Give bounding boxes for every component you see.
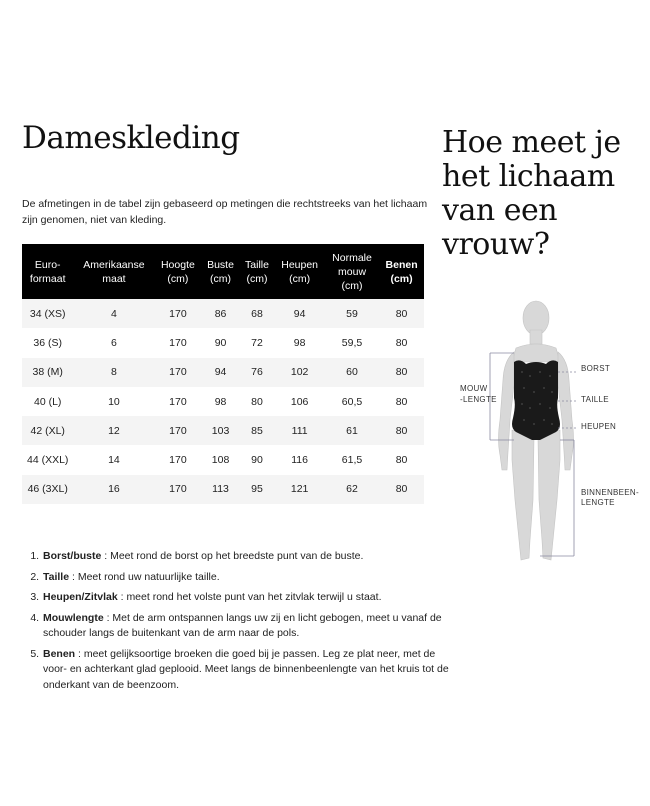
table-cell: 44 (XXL) [22,445,73,474]
table-cell: 103 [201,416,239,445]
table-cell: 80 [379,358,424,387]
page-title: Dameskleding [22,120,240,156]
table-cell: 60,5 [325,387,379,416]
table-cell: 95 [240,475,275,504]
table-cell: 72 [240,328,275,357]
table-cell: 12 [73,416,154,445]
table-cell: 121 [274,475,325,504]
table-cell: 90 [240,445,275,474]
table-cell: 59 [325,299,379,328]
table-cell: 10 [73,387,154,416]
header-line: (cm) [246,272,268,285]
table-cell: 106 [274,387,325,416]
table-cell: 170 [154,475,201,504]
header-line: Euro- [34,258,61,271]
table-cell: 108 [201,445,239,474]
table-cell: 90 [201,328,239,357]
header-line: Buste [207,258,234,271]
table-cell: 68 [240,299,275,328]
table-cell: 80 [240,387,275,416]
table-cell: 170 [154,445,201,474]
table-cell: 42 (XL) [22,416,73,445]
table-cell: 6 [73,328,154,357]
table-cell: 34 (XS) [22,299,73,328]
header-line: (cm) [289,272,311,285]
label-binnenbeenlengte: LENGTE [581,498,615,507]
guide-title-line: Hoe meet je [442,125,621,160]
header-line: Normale [332,251,372,264]
table-cell: 170 [154,416,201,445]
guide-title-line: het lichaam [442,159,615,194]
table-cell: 170 [154,299,201,328]
label-binnenbeen: BINNENBEEN- [581,488,639,497]
table-cell: 111 [274,416,325,445]
table-cell: 170 [154,387,201,416]
table-cell: 86 [201,299,239,328]
header-line: Benen [385,258,418,271]
header-line: Heupen [281,258,319,271]
bodysuit [512,360,560,440]
table-cell: 61 [325,416,379,445]
intro-text: De afmetingen in de tabel zijn gebaseerd op metingen die rechtstreeks van het lichaam zijn genomen, niet van kleding. [22,198,428,226]
header-line: Hoogte [160,258,195,271]
header-line: (cm) [210,272,232,285]
table-cell: 61,5 [325,445,379,474]
header-line: Taille [245,258,269,271]
definition-text: : meet rond het volste punt van het zitvlak terwijl u staat. [117,591,382,603]
table-cell: 85 [240,416,275,445]
table-cell: 80 [379,416,424,445]
table-cell: 14 [73,445,154,474]
table-cell: 94 [201,358,239,387]
label-borst: BORST [581,364,611,373]
table-cell: 170 [154,358,201,387]
label-mouw: MOUW [460,384,488,393]
table-cell: 76 [240,358,275,387]
table-cell: 80 [379,387,424,416]
table-cell: 59,5 [325,328,379,357]
table-cell: 80 [379,328,424,357]
table-cell: 80 [379,445,424,474]
definition-text: : Met de arm ontspannen langs uw zij en licht gebogen, meet u vanaf de schouder langs de buitenkant van de arm naar de pols. [43,611,442,639]
table-cell: 8 [73,358,154,387]
table-cell: 38 (M) [22,358,73,387]
definition-term: Taille [43,570,70,583]
definition-text: : Meet rond de borst op het breedste punt van de buste. [101,550,364,562]
table-cell: 62 [325,475,379,504]
table-cell: 80 [379,299,424,328]
label-heupen: HEUPEN [581,422,617,431]
table-cell: 116 [274,445,325,474]
table-cell: 36 (S) [22,328,73,357]
table-cell: 170 [154,328,201,357]
header-line: maat [102,272,126,285]
definition-text: : meet gelijksoortige broeken die goed bij je passen. Leg ze plat neer, met de voor- en achterkant glad geplooid. Meet langs de binnenbeenlengte van het kruis tot de onderkant van de beenzoom. [43,647,449,691]
table-cell: 94 [274,299,325,328]
definition-term: Benen [43,647,76,660]
table-cell: 40 (L) [22,387,73,416]
table-cell: 16 [73,475,154,504]
label-taille: TAILLE [581,395,609,404]
table-cell: 98 [201,387,239,416]
table-cell: 4 [73,299,154,328]
header-line: Amerikaanse [83,258,145,271]
header-line: formaat [29,272,66,285]
definition-term: Borst/buste [43,550,102,562]
header-line: (cm) [167,272,189,285]
label-mouwlengte: -LENGTE [460,395,497,404]
header-line: (cm) [341,279,363,292]
definition-term: Mouwlengte [43,611,104,624]
table-cell: 80 [379,475,424,504]
table-cell: 60 [325,358,379,387]
table-cell: 98 [274,328,325,357]
table-cell: 113 [201,475,239,504]
table-cell: 46 (3XL) [22,475,73,504]
guide-title-line: van een [442,193,558,228]
header-line: mouw [338,265,367,278]
header-line: (cm) [390,272,413,285]
table-cell: 102 [274,358,325,387]
definition-term: Heupen/Zitvlak [43,591,118,603]
definition-text: : Meet rond uw natuurlijke taille. [69,570,220,583]
guide-title-line: vrouw? [442,227,550,262]
